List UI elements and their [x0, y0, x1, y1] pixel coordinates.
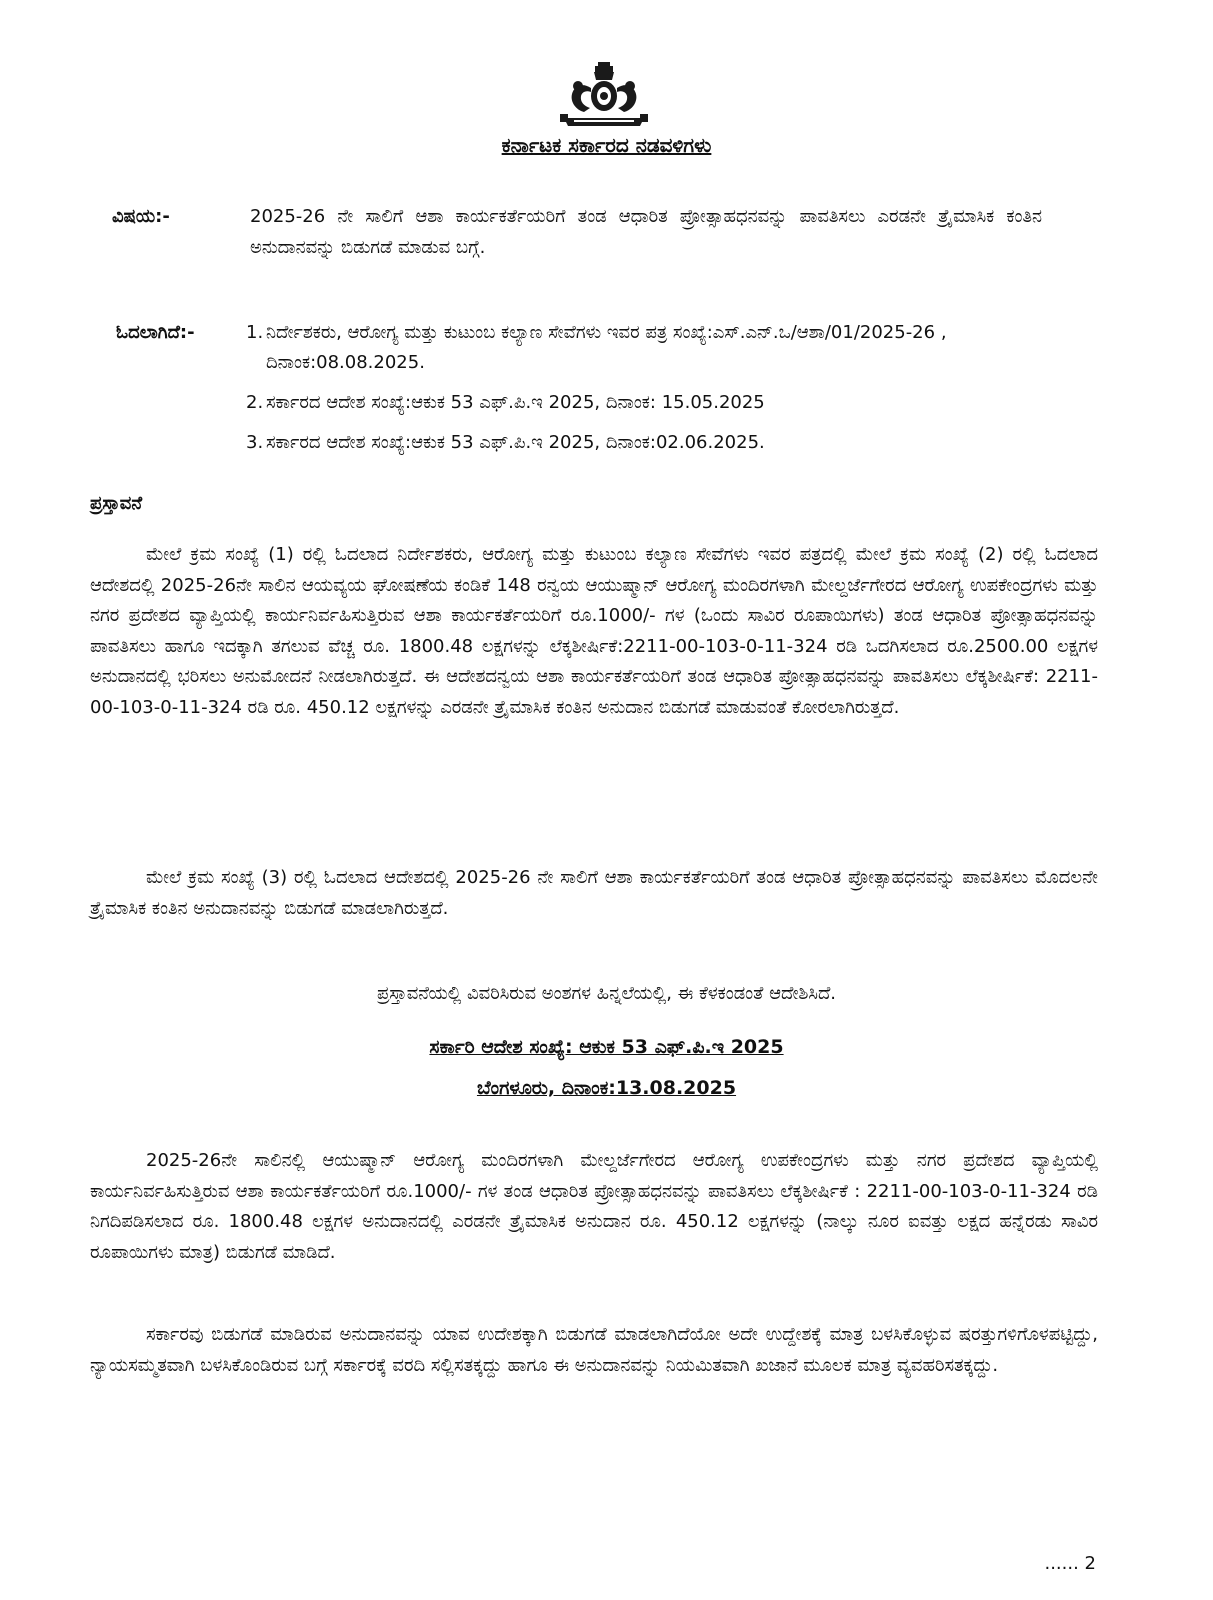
- reference-number: 1.: [246, 322, 264, 343]
- preamble-conclusion: ಪ್ರಸ್ತಾವನೆಯಲ್ಲಿ ವಿವರಿಸಿರುವ ಅಂಶಗಳ ಹಿನ್ನಲೆಯಲ್ಲಿ, ಈ ಕೆಳಕಂಡಂತೆ ಆದೇಶಿಸಿದೆ.: [376, 983, 837, 1004]
- preamble-paragraph-1: ಮೇಲೆ ಕ್ರಮ ಸಂಖ್ಯೆ (1) ರಲ್ಲಿ ಓದಲಾದ ನಿರ್ದೇಶಕರು, ಆರೋಗ್ಯ ಮತ್ತು ಕುಟುಂಬ ಕಲ್ಯಾಣ ಸೇವೆಗಳು ಇವರ ಪತ್ರದಲ್ಲಿ ಮೇಲೆ ಕ್ರಮ ಸಂಖ್ಯೆ (2) ರಲ್ಲಿ ಓದಲಾದ ಆದೇಶದಲ್ಲಿ 2025-26ನೇ ಸಾಲಿನ ಆಯವ್ಯಯ ಘೋಷಣೆಯ ಕಂಡಿಕೆ 148 ರನ್ವಯ ಆಯುಷ್ಮಾನ್ ಆರೋಗ್ಯ ಮಂದಿರಗಳಾಗಿ ಮೇಲ್ದರ್ಜೆಗೇರದ ಆರೋಗ್ಯ ಉಪಕೇಂದ್ರಗಳು ಮತ್ತು ನಗರ ಪ್ರದೇಶದ ವ್ಯಾಪ್ತಿಯಲ್ಲಿ ಕಾರ್ಯನಿರ್ವಹಿಸುತ್ತಿರುವ ಆಶಾ ಕಾರ್ಯಕರ್ತೆಯರಿಗೆ ರೂ.1000/- ಗಳ (ಒಂದು ಸಾವಿರ ರೂಪಾಯಿಗಳು) ತಂಡ ಆಧಾರಿತ ಪ್ರೋತ್ಸಾಹಧನವನ್ನು ಪಾವತಿಸಲು ಹಾಗೂ ಇದಕ್ಕಾಗಿ ತಗಲುವ ವೆಚ್ಚ ರೂ. 1800.48 ಲಕ್ಷಗಳನ್ನು ಲೆಕ್ಕಶೀರ್ಷಿಕೆ:2211-00-103-0-11-324 ರಡಿ ಒದಗಿಸಲಾದ ರೂ.2500.00 ಲಕ್ಷಗಳ ಅನುದಾನದಲ್ಲಿ ಭರಿಸಲು ಅನುಮೋದನೆ ನೀಡಲಾಗಿರುತ್ತದೆ. ಈ ಆದೇಶದನ್ವಯ ಆಶಾ ಕಾರ್ಯಕರ್ತೆಯರಿಗೆ ತಂಡ ಆಧಾರಿತ ಪ್ರೋತ್ಸಾಹಧನವನ್ನು ಪಾವತಿಸಲು ಲೆಕ್ಕಶೀರ್ಷಿಕೆ: 2211-00-103-0-11-324 ರಡಿ ರೂ. 450.12 ಲಕ್ಷಗಳನ್ನು ಎರಡನೇ ತ್ರೈಮಾಸಿಕ ಕಂತಿನ ಅನುದಾನ ಬಿಡುಗಡೆ ಮಾಡುವಂತೆ ಕೋರಲಾಗಿರುತ್ತದೆ.: [90, 544, 1098, 718]
- reference-text: ನಿರ್ದೇಶಕರು, ಆರೋಗ್ಯ ಮತ್ತು ಕುಟುಂಬ ಕಲ್ಯಾಣ ಸೇವೆಗಳು ಇವರ ಪತ್ರ ಸಂಖ್ಯೆ:ಎಸ್.ಎನ್.ಒ/ಆಶಾ/01/2025-26 , ದಿನಾಂಕ:08.08.2025.: [266, 322, 947, 373]
- subject-text: 2025-26 ನೇ ಸಾಲಿಗೆ ಆಶಾ ಕಾರ್ಯಕರ್ತೆಯರಿಗೆ ತಂಡ ಆಧಾರಿತ ಪ್ರೋತ್ಸಾಹಧನವನ್ನು ಪಾವತಿಸಲು ಎರಡನೇ ತ್ರೈಮಾಸಿಕ ಕಂತಿನ ಅನುದಾನವನ್ನು ಬಿಡುಗಡೆ ಮಾಡುವ ಬಗ್ಗೆ.: [250, 206, 1042, 258]
- karnataka-government-emblem-icon: [554, 60, 654, 132]
- reference-item: [246, 318, 996, 378]
- order-place-date: ಬೆಂಗಳೂರು, ದಿನಾಂಕ:13.08.2025: [476, 1077, 737, 1099]
- reference-number: 3.: [246, 432, 264, 453]
- preamble-title: ಪ್ರಸ್ತಾವನೆ: [90, 493, 143, 514]
- reference-item: [246, 428, 996, 458]
- subject-label: ವಿಷಯ:-: [112, 206, 170, 227]
- subject-block: [112, 201, 1042, 263]
- order-paragraph-2: ಸರ್ಕಾರವು ಬಿಡುಗಡೆ ಮಾಡಿರುವ ಅನುದಾನವನ್ನು ಯಾವ ಉದೇಶಕ್ಕಾಗಿ ಬಿಡುಗಡೆ ಮಾಡಲಾಗಿದೆಯೋ ಅದೇ ಉದ್ದೇಶಕ್ಕೆ ಮಾತ್ರ ಬಳಸಿಕೊಳ್ಳುವ ಷರತ್ತುಗಳಿಗೊಳಪಟ್ಟಿದ್ದು, ನ್ಯಾಯಸಮ್ಮತವಾಗಿ ಬಳಸಿಕೊಂಡಿರುವ ಬಗ್ಗೆ ಸರ್ಕಾರಕ್ಕೆ ವರದಿ ಸಲ್ಲಿಸತಕ್ಕದ್ದು ಹಾಗೂ ಈ ಅನುದಾನವನ್ನು ನಿಯಮಿತವಾಗಿ ಖಜಾನೆ ಮೂಲಕ ಮಾತ್ರ ವ್ಯವಹರಿಸತಕ್ಕದ್ದು.: [90, 1324, 1098, 1376]
- page-continuation: ...... 2: [1044, 1553, 1096, 1574]
- reference-text: ಸರ್ಕಾರದ ಆದೇಶ ಸಂಖ್ಯೆ:ಆಕುಕ 53 ಎಫ್.ಪಿ.ಇ 2025, ದಿನಾಂಕ:02.06.2025.: [266, 432, 765, 453]
- reference-number: 2.: [246, 392, 264, 413]
- reference-text: ಸರ್ಕಾರದ ಆದೇಶ ಸಂಖ್ಯೆ:ಆಕುಕ 53 ಎಫ್.ಪಿ.ಇ 2025, ದಿನಾಂಕ: 15.05.2025: [266, 392, 765, 413]
- document-heading: ಕರ್ನಾಟಕ ಸರ್ಕಾರದ ನಡವಳಿಗಳು: [501, 133, 712, 157]
- references-list: [116, 318, 996, 458]
- reference-item: [246, 388, 996, 418]
- preamble-paragraph-2: ಮೇಲೆ ಕ್ರಮ ಸಂಖ್ಯೆ (3) ರಲ್ಲಿ ಓದಲಾದ ಆದೇಶದಲ್ಲಿ 2025-26 ನೇ ಸಾಲಿಗೆ ಆಶಾ ಕಾರ್ಯಕರ್ತೆಯರಿಗೆ ತಂಡ ಆಧಾರಿತ ಪ್ರೋತ್ಸಾಹಧನವನ್ನು ಪಾವತಿಸಲು ಮೊದಲನೇ ತ್ರೈಮಾಸಿಕ ಕಂತಿನ ಅನುದಾನವನ್ನು ಬಿಡುಗಡೆ ಮಾಡಲಾಗಿರುತ್ತದೆ.: [90, 867, 1098, 919]
- references-block: [116, 318, 996, 468]
- order-number: ಸರ್ಕಾರಿ ಆದೇಶ ಸಂಖ್ಯೆ: ಆಕುಕ 53 ಎಫ್.ಪಿ.ಇ 2025: [429, 1036, 784, 1058]
- order-paragraph-1: 2025-26ನೇ ಸಾಲಿನಲ್ಲಿ ಆಯುಷ್ಮಾನ್ ಆರೋಗ್ಯ ಮಂದಿರಗಳಾಗಿ ಮೇಲ್ದರ್ಜೆಗೇರದ ಆರೋಗ್ಯ ಉಪಕೇಂದ್ರಗಳು ಮತ್ತು ನಗರ ಪ್ರದೇಶದ ವ್ಯಾಪ್ತಿಯಲ್ಲಿ ಕಾರ್ಯನಿರ್ವಹಿಸುತ್ತಿರುವ ಆಶಾ ಕಾರ್ಯಕರ್ತೆಯರಿಗೆ ರೂ.1000/- ಗಳ ತಂಡ ಆಧಾರಿತ ಪ್ರೋತ್ಸಾಹಧನವನ್ನು ಪಾವತಿಸಲು ಲೆಕ್ಕಶೀರ್ಷಿಕೆ : 2211-00-103-0-11-324 ರಡಿ ನಿಗದಿಪಡಿಸಲಾದ ರೂ. 1800.48 ಲಕ್ಷಗಳ ಅನುದಾನದಲ್ಲಿ ಎರಡನೇ ತ್ರೈಮಾಸಿಕ ಅನುದಾನ ರೂ. 450.12 ಲಕ್ಷಗಳನ್ನು (ನಾಲ್ಕು ನೂರ ಐವತ್ತು ಲಕ್ಷದ ಹನ್ನೆರಡು ಸಾವಿರ ರೂಪಾಯಿಗಳು ಮಾತ್ರ) ಬಿಡುಗಡೆ ಮಾಡಿದೆ.: [90, 1150, 1098, 1263]
- references-label: ಓದಲಾಗಿದೆ:-: [116, 322, 195, 343]
